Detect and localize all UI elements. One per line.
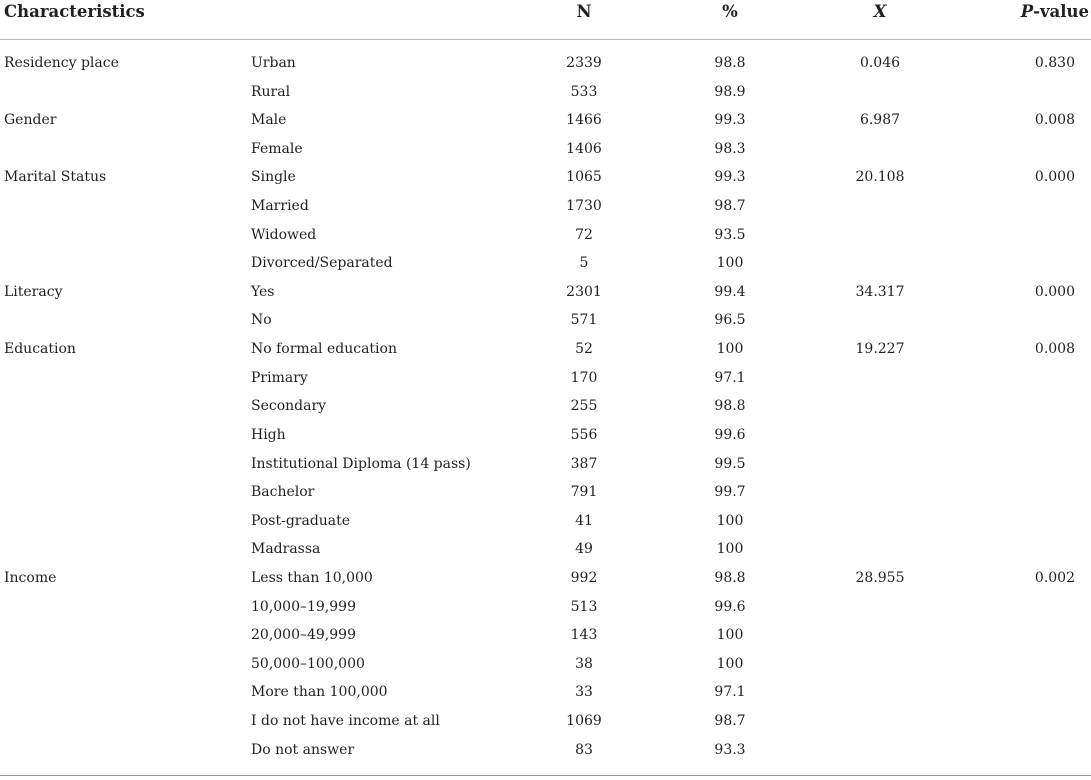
cell-percent: 98.8: [714, 55, 746, 71]
cell-n: 170: [570, 369, 598, 386]
cell-category: Male: [251, 112, 287, 129]
table-row: [0, 279, 1091, 308]
cell-x: 34.317: [855, 283, 905, 300]
cell-category: No formal education: [251, 341, 397, 358]
table-row: [0, 594, 1091, 623]
cell-n: 387: [570, 455, 598, 472]
header-p-suffix: -value: [1033, 2, 1089, 21]
table-row: [0, 536, 1091, 565]
cell-category: Divorced/Separated: [251, 255, 393, 272]
cell-percent: 98.7: [714, 198, 746, 215]
table-row: [0, 479, 1091, 508]
cell-percent: 98.7: [714, 713, 746, 730]
cell-category: Rural: [251, 83, 291, 100]
cell-n: 1406: [566, 140, 602, 157]
cell-category: High: [251, 426, 286, 443]
table-row: [0, 365, 1091, 394]
cell-n: 52: [575, 341, 593, 358]
cell-percent: 97.1: [714, 684, 746, 701]
bottom-rule: [0, 775, 1091, 776]
cell-percent: 100: [716, 512, 744, 529]
cell-x: 6.987: [859, 112, 901, 129]
header-rule: [0, 39, 1091, 40]
cell-x: 20.108: [855, 169, 905, 186]
cell-percent: 93.5: [714, 226, 746, 243]
cell-characteristic: Gender: [4, 112, 57, 129]
cell-category: Married: [251, 198, 309, 215]
header-n: N: [576, 2, 592, 21]
table-row: [0, 193, 1091, 222]
cell-category: Institutional Diploma (14 pass): [251, 455, 471, 472]
cell-percent: 99.3: [714, 169, 746, 186]
header-characteristics: Characteristics: [4, 2, 145, 21]
cell-category: Secondary: [251, 398, 327, 415]
cell-category: Female: [251, 140, 303, 157]
cell-n: 2339: [566, 55, 602, 71]
table-row: [0, 393, 1091, 422]
cell-category: 50,000–100,000: [251, 655, 365, 672]
cell-n: 533: [570, 83, 598, 100]
cell-percent: 98.8: [714, 398, 746, 415]
cell-p-value: 0.002: [1034, 569, 1075, 586]
cell-percent: 96.5: [714, 312, 746, 329]
cell-percent: 98.9: [714, 83, 746, 100]
cell-category: Urban: [251, 55, 296, 71]
cell-characteristic: Income: [4, 569, 57, 586]
header-x: X: [873, 2, 887, 21]
cell-n: 38: [575, 655, 593, 672]
cell-n: 2301: [566, 283, 602, 300]
cell-category: More than 100,000: [251, 684, 388, 701]
cell-category: I do not have income at all: [251, 713, 440, 730]
cell-n: 33: [575, 684, 593, 701]
cell-n: 1466: [566, 112, 602, 129]
cell-percent: 100: [716, 255, 744, 272]
table-row: [0, 136, 1091, 165]
header-p-value: [985, 2, 1089, 21]
cell-percent: 98.3: [714, 140, 746, 157]
cell-n: 513: [570, 598, 598, 615]
table-row: [0, 107, 1091, 136]
cell-percent: 98.8: [714, 569, 746, 586]
cell-percent: 100: [716, 627, 744, 644]
cell-n: 992: [570, 569, 598, 586]
cell-x: 28.955: [855, 569, 905, 586]
cell-characteristic: Marital Status: [4, 169, 107, 186]
cell-category: Primary: [251, 369, 308, 386]
cell-n: 1730: [566, 198, 602, 215]
cell-percent: 97.1: [714, 369, 746, 386]
cell-n: 41: [575, 512, 593, 529]
cell-percent: 99.5: [714, 455, 746, 472]
cell-percent: 99.4: [714, 283, 746, 300]
cell-p-value: 0.830: [1034, 55, 1075, 71]
table-row: [0, 307, 1091, 336]
header-percent: %: [722, 2, 738, 21]
cell-x: 19.227: [855, 341, 905, 358]
cell-characteristic: Residency place: [4, 55, 119, 71]
cell-category: 20,000–49,999: [251, 627, 356, 644]
table-row: [0, 622, 1091, 651]
cell-percent: 99.6: [714, 598, 746, 615]
cell-p-value: 0.008: [1034, 112, 1075, 129]
cell-n: 5: [579, 255, 589, 272]
table-row: [0, 422, 1091, 451]
table-row: [0, 708, 1091, 737]
table-row: [0, 565, 1091, 594]
table-row: [0, 508, 1091, 537]
table-row: [0, 737, 1091, 766]
cell-n: 143: [570, 627, 598, 644]
table-row: [0, 336, 1091, 365]
table-row: [0, 451, 1091, 480]
table-row: [0, 222, 1091, 251]
cell-percent: 99.7: [714, 484, 746, 501]
cell-category: Widowed: [251, 226, 317, 243]
cell-n: 1069: [566, 713, 602, 730]
cell-x: 0.046: [859, 55, 901, 71]
table-row: [0, 679, 1091, 708]
cell-percent: 93.3: [714, 741, 746, 758]
cell-n: 1065: [566, 169, 602, 186]
table-row: [0, 79, 1091, 108]
cell-category: Do not answer: [251, 741, 355, 758]
cell-category: 10,000–19,999: [251, 598, 356, 615]
header-p-letter: P: [1020, 2, 1034, 21]
cell-category: Madrassa: [251, 541, 321, 558]
cell-category: No: [251, 312, 272, 329]
table-body: [0, 50, 1091, 765]
cell-percent: 100: [716, 655, 744, 672]
cell-n: 556: [570, 426, 598, 443]
table-row: [0, 164, 1091, 193]
cell-p-value: 0.000: [1034, 283, 1075, 300]
cell-category: Bachelor: [251, 484, 315, 501]
cell-category: Yes: [251, 283, 275, 300]
table-header: [0, 0, 1091, 28]
cell-n: 83: [575, 741, 593, 758]
cell-category: Less than 10,000: [251, 569, 373, 586]
cell-characteristic: Education: [4, 341, 76, 358]
cell-p-value: 0.008: [1034, 341, 1075, 358]
cell-percent: 100: [716, 341, 744, 358]
cell-percent: 100: [716, 541, 744, 558]
cell-n: 72: [575, 226, 593, 243]
cell-n: 791: [570, 484, 598, 501]
table-row: [0, 250, 1091, 279]
cell-n: 571: [570, 312, 598, 329]
cell-n: 255: [570, 398, 598, 415]
cell-category: Post-graduate: [251, 512, 351, 529]
cell-p-value: 0.000: [1034, 169, 1075, 186]
cell-percent: 99.3: [714, 112, 746, 129]
cell-n: 49: [575, 541, 593, 558]
table-row: [0, 50, 1091, 79]
cell-percent: 99.6: [714, 426, 746, 443]
cell-category: Single: [251, 169, 296, 186]
table-row: [0, 651, 1091, 680]
cell-characteristic: Literacy: [4, 283, 63, 300]
